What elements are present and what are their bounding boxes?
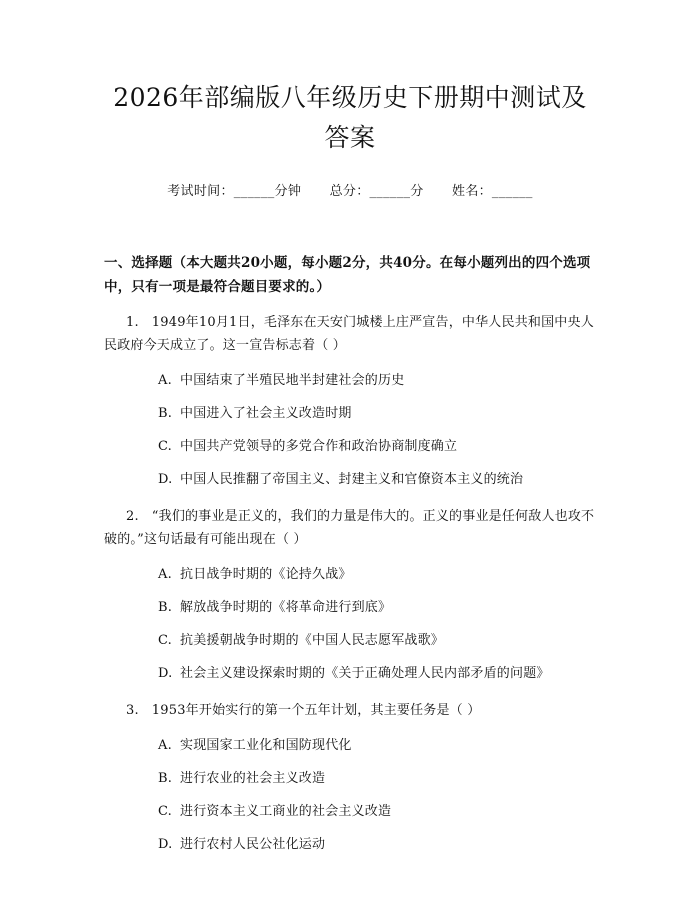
question-2	[104, 505, 596, 683]
option-text: 中国共产党领导的多党合作和政治协商制度确立	[180, 439, 458, 454]
option-text: 进行农村人民公社化运动	[180, 837, 326, 852]
option-c	[104, 803, 596, 821]
option-text: 解放战争时期的《将革命进行到底》	[180, 600, 392, 615]
option-letter: C.	[158, 439, 173, 454]
option-text: 中国结束了半殖民地半封建社会的历史	[180, 373, 405, 388]
option-d	[104, 471, 596, 489]
option-text: 中国人民推翻了帝国主义、封建主义和官僚资本主义的统治	[180, 472, 524, 487]
section-heading: 一、选择题（本大题共20小题，每小题2分，共40分。在每小题列出的四个选项中，只有一项是最符合题目要求的。）	[104, 255, 591, 295]
option-a	[104, 372, 596, 390]
option-text: 抗日战争时期的《论持久战》	[180, 567, 352, 582]
option-letter: B.	[158, 406, 173, 421]
option-a	[104, 566, 596, 584]
option-b	[104, 599, 596, 617]
exam-time-field: 考试时间：______分钟	[167, 184, 302, 199]
option-text: 社会主义建设探索时期的《关于正确处理人民内部矛盾的问题》	[180, 666, 550, 681]
option-c	[104, 438, 596, 456]
option-letter: A.	[158, 373, 172, 388]
option-text: 抗美援朝战争时期的《中国人民志愿军战歌》	[180, 633, 445, 648]
option-letter: C.	[158, 633, 173, 648]
option-letter: A.	[158, 738, 172, 753]
option-d	[104, 665, 596, 683]
option-a	[104, 737, 596, 755]
total-score-field: 总分：______分	[329, 184, 424, 199]
option-letter: D.	[158, 666, 173, 681]
option-letter: D.	[158, 472, 173, 487]
option-letter: C.	[158, 804, 173, 819]
option-c	[104, 632, 596, 650]
option-letter: B.	[158, 771, 173, 786]
option-b	[104, 405, 596, 423]
option-letter: A.	[158, 567, 172, 582]
option-d	[104, 836, 596, 854]
question-text: 1. 1949年10月1日，毛泽东在天安门城楼上庄严宣告，中华人民共和国中央人民政府今天成立了。这一宣告标志着（ ）	[104, 315, 594, 353]
option-b	[104, 770, 596, 788]
question-list	[104, 311, 596, 854]
exam-meta	[104, 180, 596, 199]
option-text: 实现国家工业化和国防现代化	[180, 738, 352, 753]
option-text: 进行资本主义工商业的社会主义改造	[180, 804, 392, 819]
question-1	[104, 311, 596, 489]
question-3	[104, 699, 596, 854]
option-text: 中国进入了社会主义改造时期	[180, 406, 352, 421]
page-title: 2026年部编版八年级历史下册期中测试及答案	[113, 83, 587, 152]
question-text: 3. 1953年开始实行的第一个五年计划，其主要任务是（ ）	[126, 703, 481, 718]
option-letter: B.	[158, 600, 173, 615]
option-text: 进行农业的社会主义改造	[180, 771, 326, 786]
question-text: 2. “我们的事业是正义的，我们的力量是伟大的。正义的事业是任何敌人也攻不破的。”这句话最有可能出现在（ ）	[104, 509, 595, 547]
option-letter: D.	[158, 837, 173, 852]
student-name-field: 姓名：______	[452, 184, 533, 199]
